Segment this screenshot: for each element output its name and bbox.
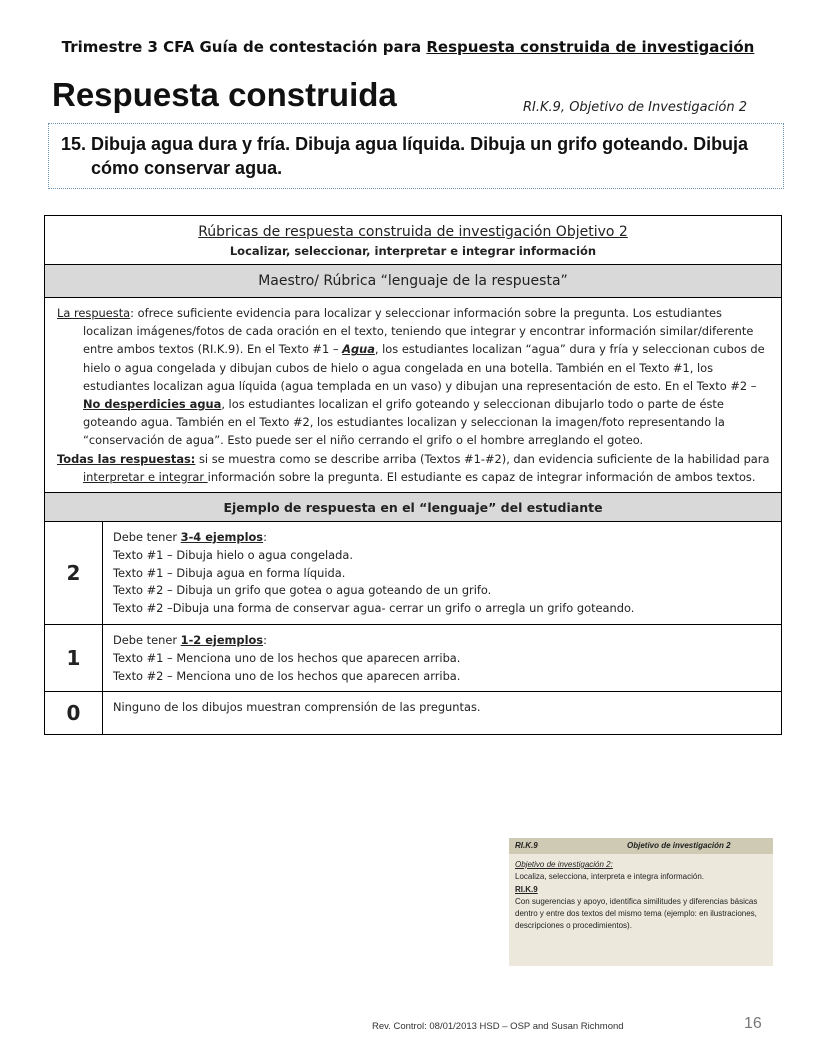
rubric-table (44, 215, 782, 735)
panel-objective-desc: Localiza, selecciona, interpreta e integra información. (515, 872, 704, 882)
example-line: Texto #1 – Menciona uno de los hechos que aparecen arriba. (113, 650, 461, 665)
example-line: Texto #2 – Menciona uno de los hechos que aparecen arriba. (113, 668, 461, 683)
objective-reference: RI.K.9, Objetivo de Investigación 2 (523, 100, 747, 115)
score-description: Debe tener 1-2 ejemplos: Texto #1 – Menciona uno de los hechos que aparecen arriba. Texto #2 – Menciona uno de los hechos que aparecen arriba. (103, 625, 782, 692)
rubric-title: Rúbricas de respuesta construida de investigación Objetivo 2 (198, 224, 628, 240)
objective-panel-body (509, 854, 773, 938)
all-responses-label: Todas las respuestas: (57, 451, 196, 466)
score-description: Debe tener 3-4 ejemplos: Texto #1 – Dibuja hielo o agua congelada. Texto #1 – Dibuja agua en forma líquida. Texto #2 – Dibuja un grifo que gotea o agua goteando de un grifo. Texto #2 –Dibuja una forma de conservar agua- cerrar un grifo o arregla un grifo goteando. (103, 522, 782, 625)
text1-title: Agua (342, 342, 375, 357)
example-line: Texto #2 –Dibuja una forma de conservar agua- cerrar un grifo o arregla un grifo goteando. (113, 601, 635, 616)
example-line: Texto #1 – Dibuja agua en forma líquida. (113, 565, 346, 580)
panel-standard-desc: Con sugerencias y apoyo, identifica similitudes y diferencias básicas dentro y entre dos textos del mismo tema (ejemplo: en ilustraciones, descripciones o procedimientos). (515, 896, 758, 931)
text2-title: No desperdicies agua (83, 397, 222, 412)
rubric-description (45, 298, 782, 493)
page-number: 16 (744, 1015, 762, 1032)
panel-standard-code: RI.K.9 (515, 841, 538, 850)
example-requirement: 1-2 ejemplos (180, 633, 264, 648)
document-header (0, 38, 816, 56)
example-line: Texto #1 – Dibuja hielo o agua congelada. (113, 547, 353, 562)
score-value: 2 (45, 522, 103, 625)
student-example-header: Ejemplo de respuesta en el “lenguaje” del estudiante (45, 493, 782, 522)
rubric-subtitle: Localizar, seleccionar, interpretar e integrar información (229, 244, 597, 258)
header-prefix: Trimestre 3 CFA Guía de contestación para (61, 38, 427, 56)
panel-standard-label: RI.K.9 (515, 884, 538, 894)
revision-footer: Rev. Control: 08/01/2013 HSD – OSP and Susan Richmond (372, 1021, 624, 1032)
objective-panel (509, 838, 773, 966)
response-paragraph: La respuesta: ofrece suficiente evidencia para localizar y seleccionar información sobre la pregunta. Los estudiantes localizan imágenes/fotos de cada oración en el texto, teniendo que integrar y encontrar información similar/diferente entre ambos textos (RI.K.9). En el Texto #1 – Agua, los estudiantes localizan “agua” dura y fría y seleccionan cubos de hielo o agua congelada y dibujan cubos de hielo o agua congelada en una botella. También en el Texto #1, los estudiantes localizan agua líquida (agua templada en un vaso) y dibujan una representación de esto. En el Texto #2 – No desperdicies agua, los estudiantes localizan el grifo goteando y seleccionan dibujarlo todo o parte de éste goteando agua. También en el Texto #2, los estudiantes localizan y seleccionan la imagen/foto representando la “conservación de agua”. Esto puede ser el niño cerrando el grifo o el hombre arreglando el goteo. (57, 306, 765, 448)
score-row-0 (45, 692, 782, 735)
score-row-2 (45, 522, 782, 625)
example-line: Texto #2 – Dibuja un grifo que gotea o agua goteando de un grifo. (113, 583, 492, 598)
response-label: La respuesta (57, 306, 131, 320)
rubric-title-cell (45, 216, 782, 265)
score-description: Ninguno de los dibujos muestran comprensión de las preguntas. (103, 692, 782, 735)
page-title: Respuesta construida (52, 76, 397, 113)
teacher-header-row (45, 265, 782, 298)
student-header-row (45, 493, 782, 522)
rubric-title-row (45, 216, 782, 265)
example-requirement: 3-4 ejemplos (180, 530, 264, 545)
question-box: 15. Dibuja agua dura y fría. Dibuja agua líquida. Dibuja un grifo goteando. Dibuja cómo conservar agua. (48, 123, 784, 189)
objective-panel-header (509, 838, 773, 854)
panel-objective-label: Objetivo de investigación 2: (515, 860, 613, 869)
header-title: Respuesta construida de investigación (426, 38, 755, 56)
rubric-description-row (45, 298, 782, 493)
score-value: 0 (45, 692, 103, 735)
teacher-rubric-header: Maestro/ Rúbrica “lenguaje de la respuesta” (45, 265, 782, 298)
score-row-1 (45, 625, 782, 692)
all-responses-paragraph: Todas las respuestas: si se muestra como se describe arriba (Textos #1-#2), dan evidencia suficiente de la habilidad para interpretar e integrar información sobre la pregunta. El estudiante es capaz de integrar información de ambos textos. (57, 451, 770, 484)
panel-objective-title: Objetivo de investigación 2 (627, 841, 731, 850)
interpret-integrate-phrase: interpretar e integrar (83, 469, 208, 484)
score-value: 1 (45, 625, 103, 692)
